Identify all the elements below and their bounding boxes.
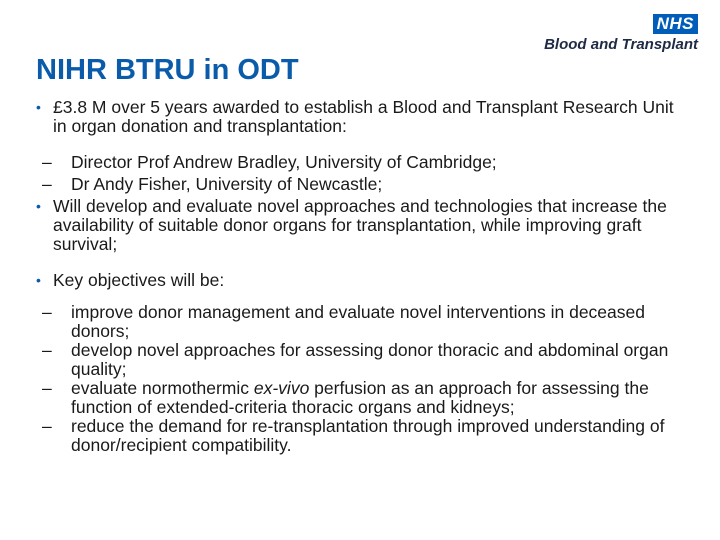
- objective-donor-management: [36, 303, 676, 341]
- bullet-text: Will develop and evaluate novel approaches and technologies that increase the availability of suitable donor organs for transplantation, while improving graft survival;: [53, 196, 667, 254]
- dash-icon: –: [42, 174, 52, 194]
- sub-bullet-text: Director Prof Andrew Bradley, University of Cambridge;: [71, 152, 497, 172]
- objective-retransplantation: [36, 417, 676, 455]
- objective-text-part: perfusion as an approach for assessing the function of extended-criteria thoracic organs and kidneys;: [71, 378, 649, 417]
- sub-bullet-co-director: [36, 175, 676, 194]
- bullet-objectives: [36, 271, 676, 290]
- bullet-funding: [36, 98, 676, 136]
- objective-text: develop novel approaches for assessing donor thoracic and abdominal organ quality;: [71, 340, 669, 379]
- nhs-badge: NHS: [653, 14, 698, 34]
- bullet-text: £3.8 M over 5 years awarded to establish a Blood and Transplant Research Unit in organ donation and transplantation:: [53, 97, 674, 136]
- bullet-text: Key objectives will be:: [53, 270, 225, 290]
- sub-bullet-text: Dr Andy Fisher, University of Newcastle;: [71, 174, 383, 194]
- dash-icon: –: [42, 152, 52, 172]
- nhs-blood-and-transplant-logo: [544, 14, 698, 54]
- objective-text: [71, 378, 649, 417]
- bullet-approaches: [36, 197, 676, 254]
- bullet-icon: •: [36, 198, 41, 214]
- objective-text: improve donor management and evaluate novel interventions in deceased donors;: [71, 302, 645, 341]
- bullet-icon: •: [36, 272, 41, 288]
- dash-icon: –: [42, 416, 52, 436]
- bullet-icon: •: [36, 99, 41, 115]
- objective-text-italic: ex-vivo: [253, 378, 310, 398]
- org-name: Blood and Transplant: [544, 36, 698, 53]
- dash-icon: –: [42, 302, 52, 322]
- slide-title: NIHR BTRU in ODT: [36, 54, 299, 86]
- sub-bullet-director: [36, 153, 676, 172]
- slide-content: [36, 98, 676, 455]
- dash-icon: –: [42, 340, 52, 360]
- objective-perfusion: [36, 379, 676, 417]
- objective-text: reduce the demand for re-transplantation through improved understanding of donor/recipient compatibility.: [71, 416, 665, 455]
- objective-text-part: evaluate normothermic: [71, 378, 254, 398]
- dash-icon: –: [42, 378, 52, 398]
- objective-organ-quality: [36, 341, 676, 379]
